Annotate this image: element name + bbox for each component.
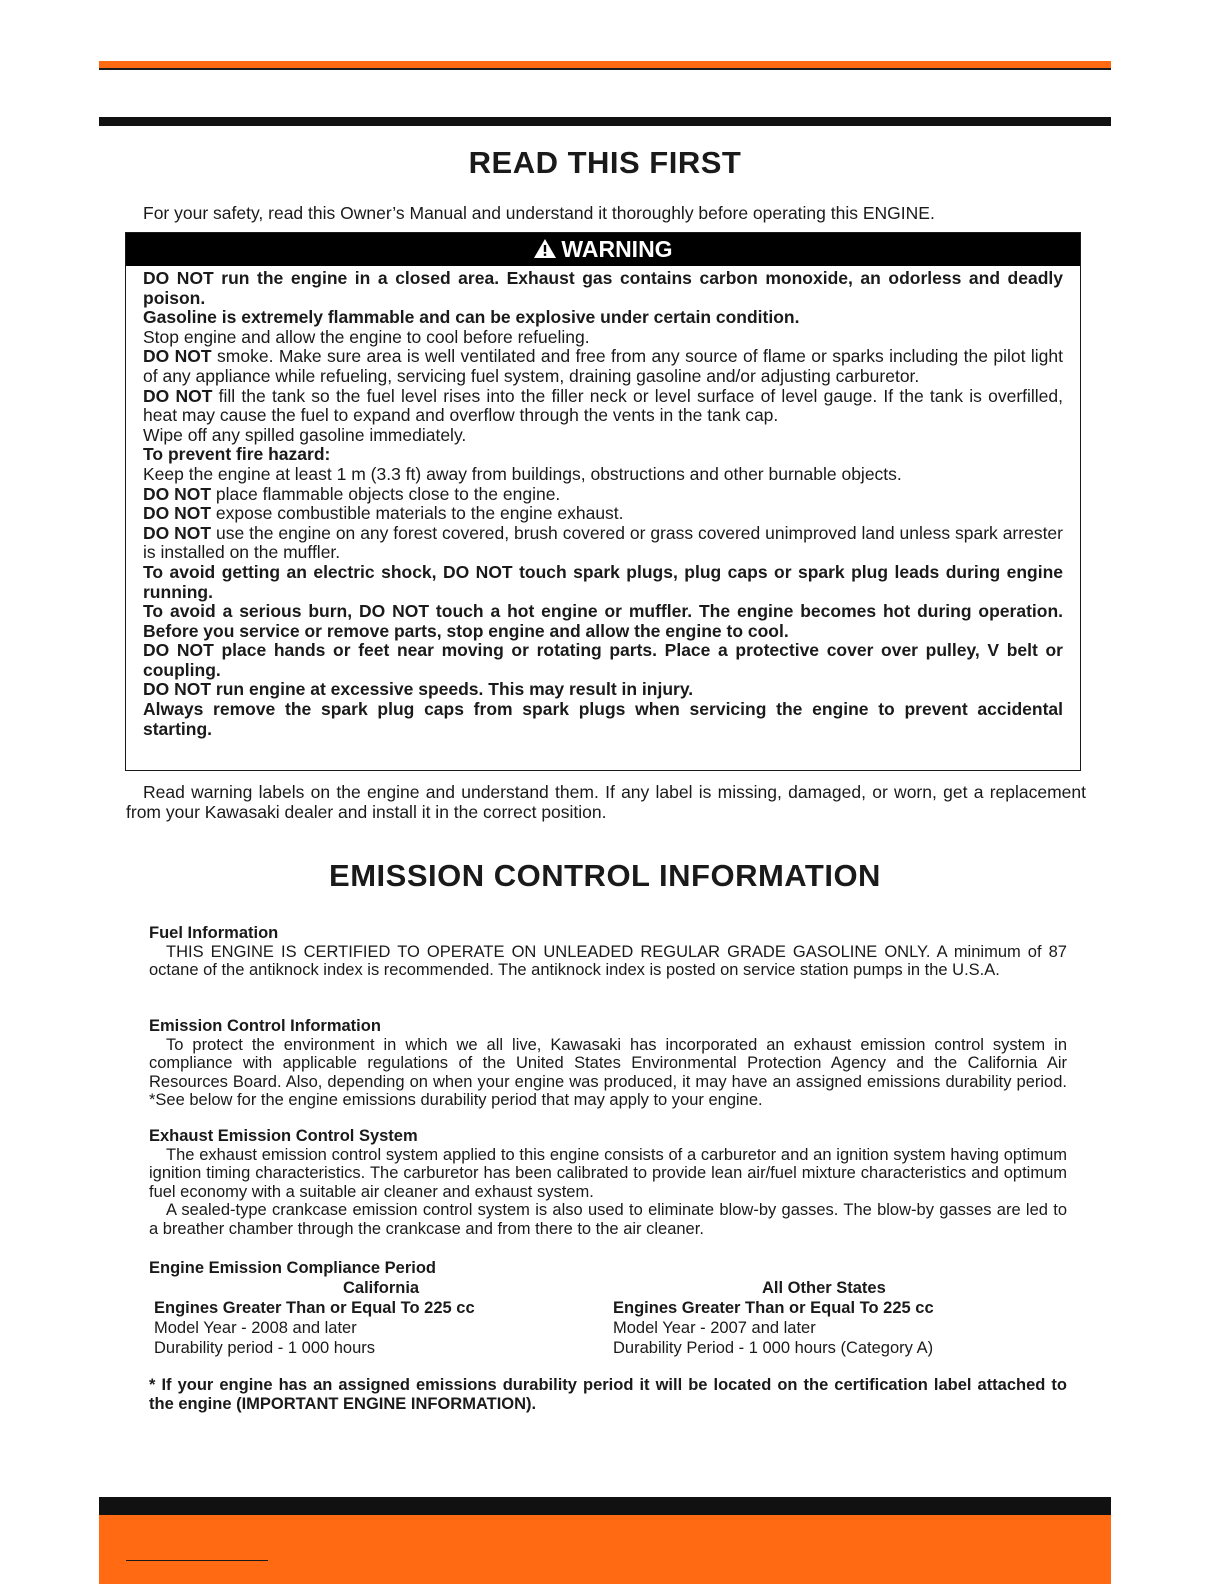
warning-line: To avoid a serious burn, DO NOT touch a hot engine or muffler. The engine becomes hot during operation. Before you service or remove parts, stop engine and allow the engine to cool. bbox=[143, 601, 1063, 641]
engine-size: Engines Greater Than or Equal To 225 cc bbox=[613, 1299, 934, 1317]
section-text: THIS ENGINE IS CERTIFIED TO OPERATE ON UNLEADED REGULAR GRADE GASOLINE ONLY. A minimum of 87 octane of the antiknock index is recommended. The antiknock index is posted on service station pumps in the U.S.A. bbox=[149, 942, 1067, 980]
warning-header bbox=[126, 233, 1080, 266]
warning-labels-note: Read warning labels on the engine and understand them. If any label is missing, damaged, or worn, get a replacement from your Kawasaki dealer and install it in the correct position. bbox=[126, 782, 1086, 822]
model-year: Model Year - 2007 and later bbox=[613, 1319, 816, 1337]
section-text: To protect the environment in which we all live, Kawasaki has incorporated an exhaust emission control system in compliance with applicable regulations of the United States Environmental Protection Agency and the California Air Resources Board. Also, depending on when your engine was produced, it may have an assigned emissions durability period. *See below for the engine emissions durability period that may apply to your engine. bbox=[149, 1035, 1067, 1110]
emission-control-section bbox=[149, 1017, 1067, 1110]
section-heading: Engine Emission Compliance Period bbox=[149, 1259, 436, 1277]
warning-line: DO NOT place flammable objects close to the engine. bbox=[143, 483, 561, 504]
state-label: All Other States bbox=[762, 1279, 886, 1297]
footer-rule bbox=[126, 1560, 268, 1561]
section-heading: Exhaust Emission Control System bbox=[149, 1127, 418, 1145]
emission-title: EMISSION CONTROL INFORMATION bbox=[329, 858, 881, 893]
warning-line: DO NOT fill the tank so the fuel level rises into the filler neck or level surface of level gauge. If the tank is overfilled, heat may cause the fuel to expand and overflow through the vents in the tank cap. bbox=[143, 385, 1064, 426]
warning-triangle-icon bbox=[533, 238, 557, 259]
bottom-black-rule bbox=[99, 1497, 1111, 1515]
page-title: READ THIS FIRST bbox=[468, 145, 742, 180]
engine-size: Engines Greater Than or Equal To 225 cc bbox=[154, 1299, 475, 1317]
bottom-orange-band bbox=[99, 1515, 1111, 1584]
warning-line: DO NOT run engine at excessive speeds. This may result in injury. bbox=[143, 679, 694, 700]
warning-line: Gasoline is extremely flammable and can be explosive under certain condition. bbox=[143, 307, 800, 328]
warning-line: DO NOT run the engine in a closed area. Exhaust gas contains carbon monoxide, an odorless and deadly poison. bbox=[143, 268, 1063, 308]
warning-line: DO NOT expose combustible materials to the engine exhaust. bbox=[143, 503, 624, 524]
top-black-rule bbox=[99, 117, 1111, 126]
model-year: Model Year - 2008 and later bbox=[154, 1319, 357, 1337]
warning-line: Wipe off any spilled gasoline immediately. bbox=[143, 424, 467, 445]
section-heading: Emission Control Information bbox=[149, 1017, 381, 1035]
warning-line: Keep the engine at least 1 m (3.3 ft) away from buildings, obstructions and other burnable objects. bbox=[143, 463, 902, 484]
warning-body bbox=[126, 266, 1080, 739]
durability-period: Durability Period - 1 000 hours (Category A) bbox=[613, 1339, 934, 1357]
warning-line: Stop engine and allow the engine to cool before refueling. bbox=[143, 326, 590, 347]
warning-line: DO NOT smoke. Make sure area is well ventilated and free from any source of flame or sparks including the pilot light of any appliance while refueling, servicing fuel system, draining gasoline and/or adjusting carburetor. bbox=[143, 346, 1063, 386]
warning-line: DO NOT place hands or feet near moving or rotating parts. Place a protective cover over pulley, V belt or coupling. bbox=[143, 640, 1063, 680]
other-states-column bbox=[613, 1278, 1033, 1358]
durability-period: Durability period - 1 000 hours bbox=[154, 1339, 376, 1357]
warning-label: WARNING bbox=[561, 236, 673, 262]
top-orange-rule bbox=[99, 61, 1111, 70]
exhaust-emission-section bbox=[149, 1127, 1067, 1239]
state-label: California bbox=[343, 1279, 420, 1297]
warning-line: DO NOT use the engine on any forest covered, brush covered or grass covered unimproved land unless spark arrester is installed on the muffler. bbox=[143, 522, 1063, 563]
warning-line: To prevent fire hazard: bbox=[143, 444, 331, 465]
section-heading: Fuel Information bbox=[149, 924, 279, 942]
intro-text: For your safety, read this Owner’s Manual and understand it thoroughly before operating this ENGINE. bbox=[143, 203, 935, 223]
california-column bbox=[154, 1278, 574, 1358]
warning-line: Always remove the spark plug caps from spark plugs when servicing the engine to prevent accidental starting. bbox=[143, 699, 1063, 739]
warning-box bbox=[125, 232, 1081, 771]
section-text: A sealed-type crankcase emission control system is also used to eliminate blow-by gasses. The blow-by gasses are led to a breather chamber through the crankcase and from there to the air cleaner. bbox=[149, 1201, 1067, 1238]
section-text: The exhaust emission control system applied to this engine consists of a carburetor and an ignition system having optimum ignition timing characteristics. The carburetor has been calibrated to provide lean air/fuel mixture characteristics and optimum fuel economy with a suitable air cleaner and exhaust system. bbox=[149, 1145, 1067, 1201]
durability-footnote: * If your engine has an assigned emissions durability period it will be located on the certification label attached to the engine (IMPORTANT ENGINE INFORMATION). bbox=[149, 1376, 1067, 1413]
warning-line: To avoid getting an electric shock, DO NOT touch spark plugs, plug caps or spark plug leads during engine running. bbox=[143, 561, 1063, 602]
fuel-information-section bbox=[149, 924, 1067, 980]
compliance-period-section bbox=[149, 1258, 1067, 1357]
